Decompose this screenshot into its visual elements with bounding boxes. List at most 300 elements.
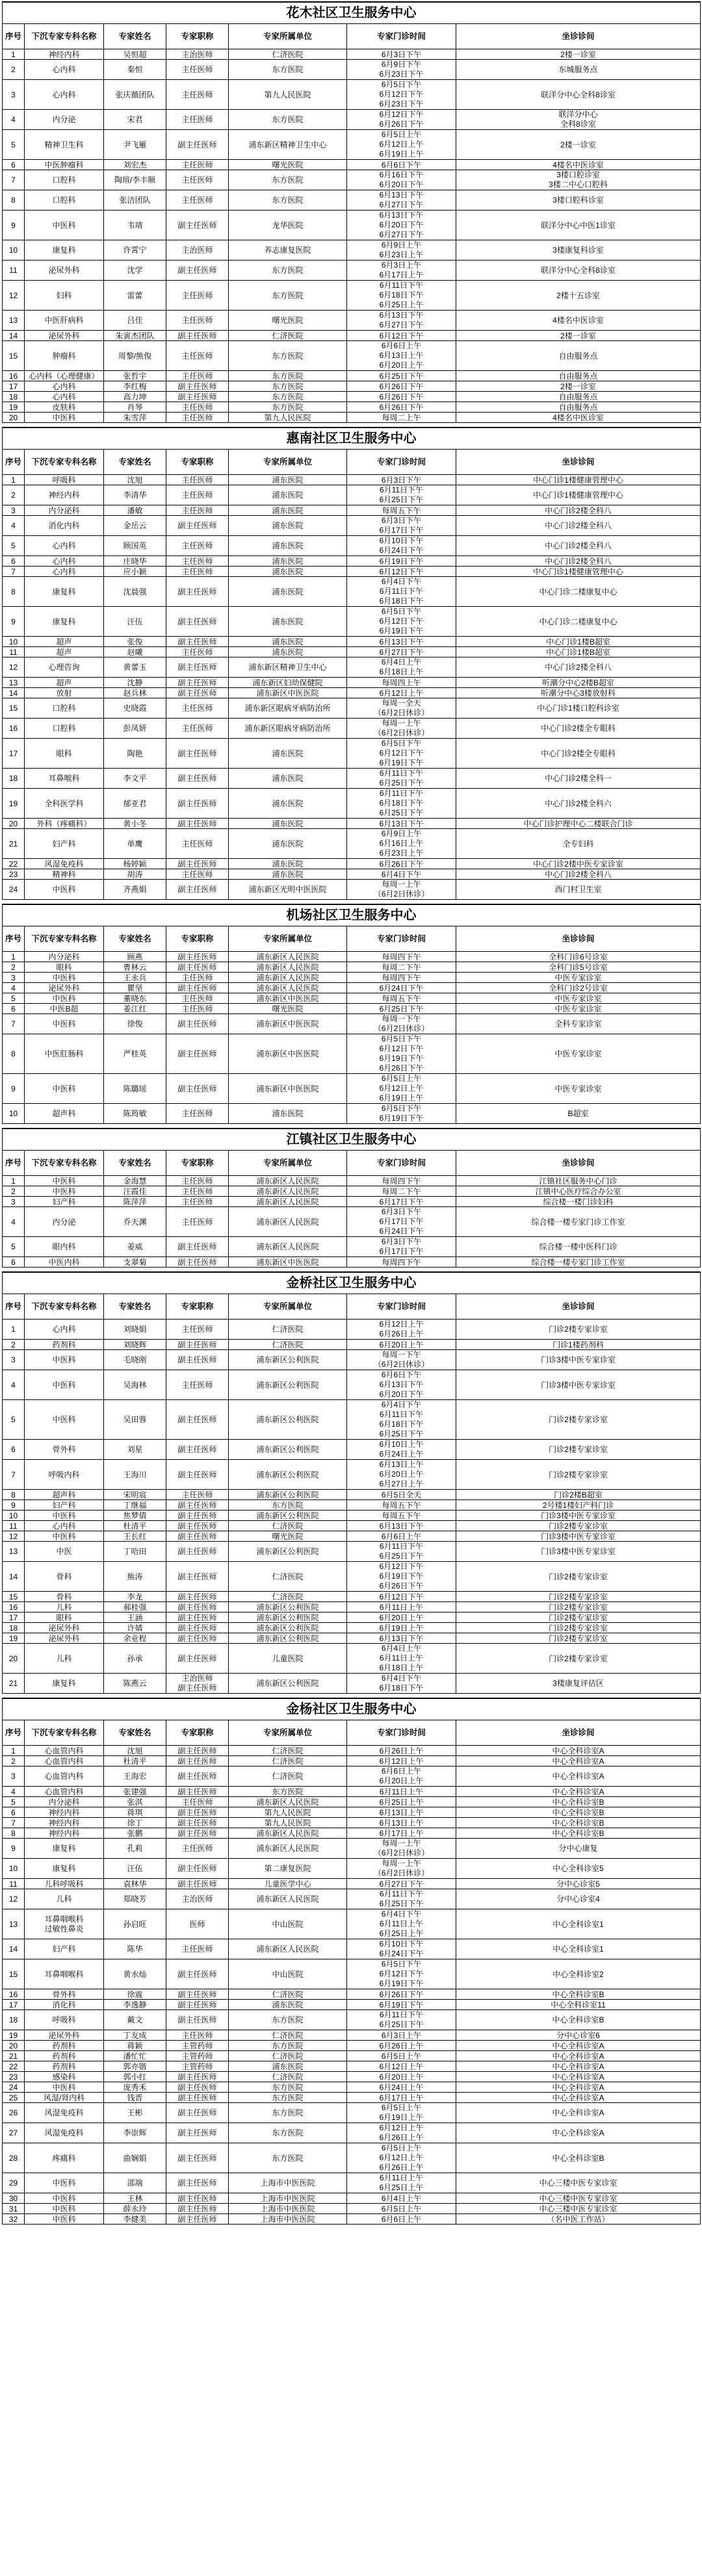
expert-title: 副主任医师 [166, 952, 229, 962]
column-header: 坐诊诊间 [456, 1151, 701, 1176]
specialty: 精神科 [25, 869, 104, 880]
row-number: 4 [3, 516, 25, 536]
specialty: 消化科 [25, 2000, 104, 2010]
expert-name: 朱雪萍 [104, 413, 166, 423]
table-row [3, 402, 701, 413]
expert-title: 副主任医师 [166, 1859, 229, 1879]
expert-name: 郑晓芳 [104, 1889, 166, 1909]
table-row [3, 1644, 701, 1674]
specialty: 药剂科 [25, 2041, 104, 2051]
specialty: 疼痛科 [25, 2143, 104, 2173]
clinic-room: 3楼康复科诊室 [456, 240, 701, 261]
specialty: 放射 [25, 688, 104, 698]
clinic-time: 6月5日上午 6月19日上午 [347, 2103, 456, 2123]
hospital: 浦东新区中医医院 [229, 1014, 347, 1034]
clinic-room: 中心全科诊室A [456, 2041, 701, 2051]
hospital: 浦东新区公利医院 [229, 1460, 347, 1490]
clinic-time: 6月12日上午 6月26日上午 [347, 2123, 456, 2143]
clinic-time: 6月26日下午 [347, 392, 456, 402]
clinic-time: 6月25日上午 [347, 1797, 456, 1807]
hospital: 仁济医院 [229, 1766, 347, 1787]
hospital: 仁济医院 [229, 1340, 347, 1350]
row-number: 29 [3, 2173, 25, 2193]
clinic-room: 3楼口腔诊室 3楼二中心口腔科 [456, 170, 701, 190]
hospital: 东方医院 [229, 381, 347, 392]
clinic-time: 6月11日上午 [347, 1602, 456, 1613]
row-number: 20 [3, 1644, 25, 1674]
hospital: 浦东新区人民医院 [229, 1176, 347, 1186]
specialty: 妇科 [25, 281, 104, 311]
expert-name: 姜江红 [104, 1004, 166, 1014]
specialty: 风湿免疫科 [25, 859, 104, 869]
row-number: 6 [3, 1440, 25, 1460]
column-header: 专家门诊时间 [347, 926, 456, 952]
expert-title: 副主任医师 [166, 381, 229, 392]
hospital: 龙华医院 [229, 210, 347, 240]
column-header: 专家职称 [166, 450, 229, 475]
hospital: 浦东医院 [229, 637, 347, 647]
expert-name: 陈筠敏 [104, 1104, 166, 1124]
expert-title: 副主任医师 [166, 1521, 229, 1531]
row-number: 12 [3, 1531, 25, 1542]
table-row [3, 1104, 701, 1124]
specialty: 中医科 [25, 1370, 104, 1400]
table-row [3, 1989, 701, 2000]
clinic-time: 每周四下午 [347, 1176, 456, 1186]
expert-name: 陈华 [104, 1939, 166, 1959]
specialty: 骨外科 [25, 1440, 104, 1460]
specialty: 外科（疼痛科） [25, 819, 104, 829]
hospital: 东方医院 [229, 1500, 347, 1511]
clinic-time: 6月17日下午 [347, 1197, 456, 1207]
clinic-time: 6月9日上午 6月16日上午 6月23日上午 [347, 829, 456, 859]
row-number: 13 [3, 1542, 25, 1562]
clinic-time: 每周四下午 [347, 973, 456, 983]
clinic-time: 6月6日上午 [347, 2214, 456, 2225]
expert-name: 孙启旺 [104, 1909, 166, 1939]
clinic-room: 联洋分中心全科8诊室 [456, 80, 701, 110]
section-title: 机场社区卫生服务中心 [3, 904, 701, 926]
clinic-time: 6月6日下午 6月13日下午 6月20日下午 [347, 1370, 456, 1400]
expert-name: 刘宏杰 [104, 160, 166, 170]
specialty: 妇产科 [25, 1197, 104, 1207]
hospital: 浦东新区人民医院 [229, 962, 347, 973]
row-number: 24 [3, 880, 25, 900]
column-header: 专家门诊时间 [347, 1294, 456, 1320]
clinic-room: 自由服务点 [456, 402, 701, 413]
table-row [3, 1787, 701, 1797]
clinic-room: 中心门诊2楼全科八 [456, 869, 701, 880]
table-row [3, 739, 701, 769]
clinic-room: 自由服务点 [456, 341, 701, 371]
schedule-document [2, 0, 700, 2228]
hospital: 东方医院 [229, 190, 347, 210]
hospital: 浦东医院 [229, 1104, 347, 1124]
hospital: 第九人民医院 [229, 80, 347, 110]
clinic-room: 中心全科诊室B [456, 2010, 701, 2030]
clinic-time: 每周二下午 [347, 1186, 456, 1197]
specialty: 中医科 [25, 2082, 104, 2093]
expert-name: 吴田蓉 [104, 1400, 166, 1440]
table-row [3, 1500, 701, 1511]
clinic-room: 中医专家诊室 [456, 993, 701, 1004]
expert-name: 朱寅杰团队 [104, 331, 166, 341]
specialty: 药剂科 [25, 2061, 104, 2072]
expert-name: 丁继福 [104, 1500, 166, 1511]
specialty: 神经内科 [25, 1818, 104, 1828]
hospital: 浦东新区光明中医医院 [229, 880, 347, 900]
table-row [3, 1257, 701, 1268]
row-number: 10 [3, 1859, 25, 1879]
specialty: 心内科 [25, 556, 104, 567]
row-number: 16 [3, 1989, 25, 2000]
table-row [3, 1370, 701, 1400]
specialty: 中医科 [25, 413, 104, 423]
table-row [3, 869, 701, 880]
clinic-room: 中心全科诊室A [456, 1787, 701, 1797]
clinic-room: 2楼十五诊室 [456, 281, 701, 311]
hospital: 浦东医院 [229, 647, 347, 657]
hospital: 浦东医院 [229, 859, 347, 869]
expert-title: 副主任医师 [166, 1633, 229, 1644]
expert-title: 副主任医师 [166, 1623, 229, 1633]
clinic-time: 6月12日上午 [347, 1756, 456, 1766]
clinic-room: 中心门诊2楼全科八 [456, 516, 701, 536]
specialty: 泌尿外科 [25, 261, 104, 281]
hospital: 浦东新区公利医院 [229, 1511, 347, 1521]
specialty: 中医 [25, 1542, 104, 1562]
expert-name: 沈旭 [104, 475, 166, 485]
expert-title: 副主任医师 [166, 1787, 229, 1797]
clinic-time: 6月26日下午 [347, 1989, 456, 2000]
clinic-time: 6月3日下午 6月17日下午 [347, 516, 456, 536]
table-row [3, 1186, 701, 1197]
table-row [3, 1633, 701, 1644]
hospital: 浦东新区公利医院 [229, 1613, 347, 1623]
row-number: 9 [3, 210, 25, 240]
table-row [3, 1592, 701, 1602]
clinic-time: 6月10日上午 6月24日上午 [347, 1440, 456, 1460]
expert-title: 主任医师 [166, 413, 229, 423]
row-number: 4 [3, 1370, 25, 1400]
hospital: 曙光医院 [229, 311, 347, 331]
specialty: 感染科 [25, 2072, 104, 2082]
expert-name: 刘星 [104, 1440, 166, 1460]
expert-title: 副主任医师 [166, 1511, 229, 1521]
clinic-room: 门诊2楼专家诊室 [456, 1613, 701, 1623]
clinic-room: 中心全科诊室A [456, 2082, 701, 2093]
clinic-room: 中心全科诊室A [456, 1756, 701, 1766]
expert-name: 宋君 [104, 110, 166, 130]
expert-title: 主任医师 [166, 829, 229, 859]
row-number: 4 [3, 1787, 25, 1797]
hospital: 仁济医院 [229, 1562, 347, 1592]
clinic-time: 6月5日下午 6月12日下午 6月19日下午 [347, 607, 456, 637]
expert-title: 副主任医师 [166, 516, 229, 536]
specialty: 泌尿外科 [25, 2030, 104, 2041]
clinic-time: 每周一全天 （6月2日休诊） [347, 698, 456, 719]
clinic-time: 6月4日下午 6月11日下午 6月18日下午 [347, 577, 456, 607]
table-row [3, 381, 701, 392]
expert-title: 副主任医师 [166, 2093, 229, 2103]
clinic-time: 6月5日上午 [347, 2204, 456, 2214]
hospital: 浦东新区公利医院 [229, 1350, 347, 1370]
row-number: 14 [3, 688, 25, 698]
row-number: 3 [3, 973, 25, 983]
expert-name: 沈旭 [104, 1746, 166, 1756]
hospital: 仁济医院 [229, 1746, 347, 1756]
specialty: 中医科 [25, 2204, 104, 2214]
clinic-time: 6月20日上午 [347, 1340, 456, 1350]
hospital: 东方医院 [229, 2123, 347, 2143]
column-header: 专家职称 [166, 1294, 229, 1320]
table-row [3, 657, 701, 678]
clinic-room: 门诊1楼药剂科 [456, 1340, 701, 1350]
hospital: 仁济医院 [229, 1320, 347, 1340]
hospital: 第二康复医院 [229, 1859, 347, 1879]
clinic-time: 6月5日下午 6月12日下午 6月19日下午 [347, 739, 456, 769]
expert-title: 副主任医师 [166, 819, 229, 829]
specialty: 康复科 [25, 240, 104, 261]
expert-name: 周黎/熊俊 [104, 341, 166, 371]
clinic-room: 门诊2楼专家诊室 [456, 1592, 701, 1602]
clinic-room: 门诊3楼中医专家诊室 [456, 1350, 701, 1370]
specialty: 内分泌科 [25, 505, 104, 516]
specialty: 儿科 [25, 1602, 104, 1613]
section-title: 惠南社区卫生服务中心 [3, 427, 701, 450]
specialty: 心内科 [25, 1320, 104, 1340]
column-header: 序号 [3, 24, 25, 49]
hospital: 浦东新区人民医院 [229, 1839, 347, 1859]
clinic-time: 每周四下午 [347, 1257, 456, 1268]
expert-name: 雷蕾 [104, 281, 166, 311]
column-header: 专家姓名 [104, 1294, 166, 1320]
column-header: 专家所属单位 [229, 24, 347, 49]
row-number: 15 [3, 341, 25, 371]
row-number: 14 [3, 1562, 25, 1592]
row-number: 3 [3, 80, 25, 110]
expert-title: 副主任医师 [166, 1034, 229, 1074]
expert-name: 王永兵 [104, 973, 166, 983]
specialty: 中医科 [25, 1400, 104, 1440]
expert-title: 副主任医师 [166, 1756, 229, 1766]
expert-name: 应小颖 [104, 567, 166, 577]
table-row [3, 637, 701, 647]
row-number: 17 [3, 2000, 25, 2010]
clinic-room: 中心门诊2楼全专眼科 [456, 719, 701, 739]
clinic-room: 门诊2楼专家诊室 [456, 1400, 701, 1440]
expert-name: 王海川 [104, 1460, 166, 1490]
table-row [3, 829, 701, 859]
specialty: 中医科 [25, 973, 104, 983]
expert-name: 钱晋 [104, 2093, 166, 2103]
table-row [3, 2082, 701, 2093]
clinic-time: 每周一上午 （6月2日休诊） [347, 1859, 456, 1879]
expert-title: 副主任医师 [166, 2010, 229, 2030]
table-row [3, 1562, 701, 1592]
expert-name: 金海慧 [104, 1176, 166, 1186]
column-header: 专家职称 [166, 1151, 229, 1176]
column-header: 专家门诊时间 [347, 450, 456, 475]
clinic-time: 6月5日上午 6月12日上午 6月19日上午 [347, 1074, 456, 1104]
clinic-time: 6月3日下午 6月17日下午 6月24日下午 [347, 1207, 456, 1237]
column-header: 专家门诊时间 [347, 24, 456, 49]
clinic-room: 中心全科诊室B [456, 1828, 701, 1839]
row-number: 9 [3, 1500, 25, 1511]
clinic-time: 每周一上午 （6月2日休诊） [347, 1839, 456, 1859]
clinic-room: 中心全科诊室A [456, 1766, 701, 1787]
specialty: 呼吸内科 [25, 1460, 104, 1490]
row-number: 14 [3, 331, 25, 341]
expert-name: 王长红 [104, 1531, 166, 1542]
hospital: 浦东医院 [229, 475, 347, 485]
table-row [3, 678, 701, 688]
hospital: 浦东新区公利医院 [229, 1542, 347, 1562]
expert-title: 主任医师 [166, 110, 229, 130]
expert-title: 副主任医师 [166, 2173, 229, 2193]
column-header: 下沉专家专科名称 [25, 1294, 104, 1320]
expert-title: 医师 [166, 1909, 229, 1939]
row-number: 2 [3, 1756, 25, 1766]
clinic-time: 6月12日上午 6月26日上午 [347, 1320, 456, 1340]
expert-title: 主任医师 [166, 281, 229, 311]
row-number: 4 [3, 983, 25, 993]
clinic-time: 6月26日上午 [347, 1746, 456, 1756]
column-header: 坐诊诊间 [456, 926, 701, 952]
expert-title: 副主任医师 [166, 261, 229, 281]
clinic-time: 6月4日上午 6月11日上午 6月18日上午 [347, 1644, 456, 1674]
table-row [3, 2010, 701, 2030]
expert-title: 主任医师 [166, 485, 229, 505]
clinic-time: 6月5日全天 [347, 1490, 456, 1500]
clinic-time: 6月6日上午 6月20日上午 [347, 1766, 456, 1787]
row-number: 11 [3, 261, 25, 281]
hospital: 东方医院 [229, 261, 347, 281]
hospital: 仁济医院 [229, 49, 347, 60]
hospital: 第九人民医院 [229, 1807, 347, 1818]
row-number: 5 [3, 130, 25, 160]
specialty: 中医肛肠科 [25, 1034, 104, 1074]
expert-name: 尹飞雁 [104, 130, 166, 160]
table-row [3, 1807, 701, 1818]
row-number: 21 [3, 1674, 25, 1694]
hospital: 东方医院 [229, 371, 347, 381]
specialty: 心血管内科 [25, 1756, 104, 1766]
expert-title: 副主任医师 [166, 678, 229, 688]
specialty: 中医科 [25, 1176, 104, 1186]
hospital: 浦东医院 [229, 789, 347, 819]
specialty: 超声科 [25, 1490, 104, 1500]
table-row [3, 341, 701, 371]
expert-name: 庞秀禾 [104, 2082, 166, 2093]
clinic-room: 2楼一诊室 [456, 130, 701, 160]
expert-name: 王彬 [104, 2103, 166, 2123]
hospital: 浦东新区人民医院 [229, 1197, 347, 1207]
hospital: 仁济医院 [229, 2051, 347, 2061]
clinic-time: 6月5日上午 6月12日上午 6月26日上午 [347, 2143, 456, 2173]
table-row [3, 2204, 701, 2214]
clinic-room: 中心门诊1楼健康管理中心 [456, 475, 701, 485]
expert-name: 韦靖 [104, 210, 166, 240]
clinic-time: 6月17日上午 [347, 1828, 456, 1839]
row-number: 25 [3, 2093, 25, 2103]
row-number: 3 [3, 1197, 25, 1207]
hospital: 东方医院 [229, 281, 347, 311]
expert-title: 主任医师 [166, 160, 229, 170]
clinic-room: 中心门诊二楼康复中心 [456, 577, 701, 607]
hospital: 上海市中医医院 [229, 2214, 347, 2225]
specialty: 心内科 [25, 80, 104, 110]
expert-title: 副主任医师 [166, 1807, 229, 1818]
clinic-room: 听潮分中心2楼B超室 [456, 678, 701, 688]
table-row [3, 2173, 701, 2193]
clinic-room: 门诊3楼中医专家诊室 [456, 1531, 701, 1542]
table-row [3, 819, 701, 829]
expert-title: 主任医师 [166, 698, 229, 719]
expert-name: 袁林华 [104, 1879, 166, 1889]
column-header: 专家所属单位 [229, 926, 347, 952]
specialty: 超声 [25, 678, 104, 688]
clinic-room: 中心门诊1楼B超室 [456, 637, 701, 647]
row-number: 9 [3, 1074, 25, 1104]
clinic-time: 6月17日上午 [347, 2093, 456, 2103]
hospital: 浦东新区妇幼保健院 [229, 678, 347, 688]
expert-title: 副主任医师 [166, 789, 229, 819]
expert-name: 高力坤 [104, 392, 166, 402]
hospital: 浦东新区中医医院 [229, 1257, 347, 1268]
expert-name: 顾国英 [104, 536, 166, 556]
clinic-time: 6月3日下午 6月17日下午 [347, 1237, 456, 1257]
expert-name: 戴文 [104, 2010, 166, 2030]
expert-title: 副主任医师 [166, 1959, 229, 1989]
clinic-room: 中心门诊2楼全科八 [456, 536, 701, 556]
clinic-time: 6月3日上午 [347, 2030, 456, 2041]
table-row [3, 80, 701, 110]
clinic-room: 中心全科诊室A [456, 2051, 701, 2061]
row-number: 7 [3, 1014, 25, 1034]
hospital: 中山医院 [229, 1959, 347, 1989]
expert-title: 主任医师 [166, 170, 229, 190]
specialty: 眼科 [25, 1613, 104, 1623]
row-number: 13 [3, 311, 25, 331]
clinic-room: 中心门诊1楼B超室 [456, 647, 701, 657]
clinic-room: B超室 [456, 1104, 701, 1124]
expert-title: 主任医师 [166, 536, 229, 556]
clinic-room: 4楼名中医诊室 [456, 413, 701, 423]
table-row [3, 1176, 701, 1186]
clinic-room: 中心全科诊室A [456, 2093, 701, 2103]
hospital: 上海市中医医院 [229, 2193, 347, 2204]
expert-title: 主治医师 副主任医师 [166, 1674, 229, 1694]
hospital: 上海市中医医院 [229, 2173, 347, 2193]
row-number: 32 [3, 2214, 25, 2225]
expert-title: 副主任医师 [166, 1989, 229, 2000]
row-number: 1 [3, 1746, 25, 1756]
hospital: 儿童医院 [229, 1644, 347, 1674]
table-row [3, 1602, 701, 1613]
column-header: 专家姓名 [104, 24, 166, 49]
expert-name: 陶艳 [104, 739, 166, 769]
specialty: 儿科呼吸科 [25, 1879, 104, 1889]
row-number: 2 [3, 60, 25, 80]
hospital: 浦东医院 [229, 607, 347, 637]
expert-name: 张俊 [104, 637, 166, 647]
table-row [3, 2123, 701, 2143]
expert-name: 丁哈田 [104, 1542, 166, 1562]
table-row [3, 475, 701, 485]
clinic-time: 6月11日下午 6月25日下午 [347, 2010, 456, 2030]
expert-name: 秦恒 [104, 60, 166, 80]
